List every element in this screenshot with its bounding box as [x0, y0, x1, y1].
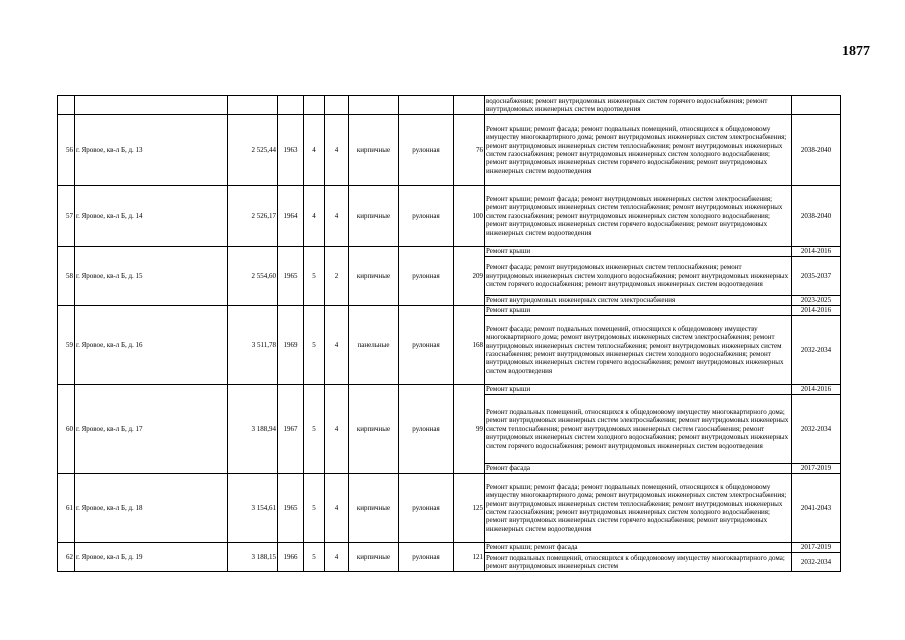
cell-num: 56 [58, 115, 75, 186]
cell-works: Ремонт крыши; ремонт фасада; ремонт внутридомовых инженерных систем электроснабжения; ремонт внутридомовых инженерных систем теплоснабжения; ремонт внутридомовых инженерных систем газоснабжения; ремонт внутридомовых инженерных систем холодного водоснабжения; ремонт внутридомовых инженерных систем горячего водоснабжения; ремонт внутридомовых инженерных систем водоотведения [485, 186, 792, 247]
cell-entrances [325, 96, 349, 115]
cell-year: 1964 [278, 186, 304, 247]
cell-period: 2032-2034 [792, 395, 841, 464]
cell-period: 2017-2019 [792, 464, 841, 474]
cell-year: 1966 [278, 543, 304, 572]
cell-roof: рулонная [399, 543, 454, 572]
cell-residents: 168 [454, 306, 485, 385]
cell-entrances: 4 [325, 186, 349, 247]
cell-address: г. Яровое, кв-л Б, д. 16 [75, 306, 228, 385]
cell-period [792, 96, 841, 115]
cell-residents: 99 [454, 385, 485, 474]
cell-period: 2023-2025 [792, 296, 841, 306]
cell-floors: 4 [304, 186, 325, 247]
table-row [58, 474, 841, 543]
cell-period: 2014-2016 [792, 247, 841, 257]
cell-address: г. Яровое, кв-л Б, д. 18 [75, 474, 228, 543]
cell-period: 2038-2040 [792, 115, 841, 186]
cell-walls: панельные [349, 306, 399, 385]
table-row [58, 385, 841, 395]
cell-works: Ремонт фасада; ремонт подвальных помещений, относящихся к общедомовому имуществу многоквартирного дома; ремонт внутридомовых инженерных систем электроснабжения; ремонт внутридомовых инженерных систем теплоснабжения; ремонт внутридомовых инженерных систем газоснабжения; ремонт внутридомовых инженерных систем холодного водоснабжения; ремонт внутридомовых инженерных систем горячего водоснабжения; ремонт внутридомовых инженерных систем водоотведения [485, 316, 792, 385]
cell-walls: кирпичные [349, 186, 399, 247]
cell-works: Ремонт крыши [485, 306, 792, 316]
cell-area: 3 154,61 [228, 474, 278, 543]
cell-num: 58 [58, 247, 75, 306]
cell-year [278, 96, 304, 115]
cell-residents: 125 [454, 474, 485, 543]
cell-address [75, 96, 228, 115]
cell-roof [399, 96, 454, 115]
cell-walls: кирпичные [349, 474, 399, 543]
cell-area [228, 96, 278, 115]
cell-entrances: 4 [325, 115, 349, 186]
cell-year: 1965 [278, 474, 304, 543]
cell-num: 57 [58, 186, 75, 247]
cell-works: Ремонт внутридомовых инженерных систем электроснабжения [485, 296, 792, 306]
cell-works: Ремонт фасада; ремонт внутридомовых инженерных систем теплоснабжения; ремонт внутридомовых инженерных систем холодного водоснабжения; ремонт внутридомовых инженерных систем горячего водоснабжения; ремонт внутридомовых инженерных систем водоотведения [485, 257, 792, 296]
cell-area: 2 554,60 [228, 247, 278, 306]
cell-entrances: 4 [325, 385, 349, 474]
cell-residents: 76 [454, 115, 485, 186]
cell-period: 2014-2016 [792, 306, 841, 316]
cell-floors [304, 96, 325, 115]
cell-area: 3 511,78 [228, 306, 278, 385]
cell-address: г. Яровое, кв-л Б, д. 17 [75, 385, 228, 474]
cell-floors: 4 [304, 115, 325, 186]
cell-roof: рулонная [399, 385, 454, 474]
cell-entrances: 4 [325, 306, 349, 385]
cell-floors: 5 [304, 247, 325, 306]
cell-year: 1967 [278, 385, 304, 474]
cell-roof: рулонная [399, 306, 454, 385]
cell-address: г. Яровое, кв-л Б, д. 19 [75, 543, 228, 572]
cell-year: 1965 [278, 247, 304, 306]
cell-period: 2014-2016 [792, 385, 841, 395]
cell-period: 2041-2043 [792, 474, 841, 543]
cell-works: Ремонт крыши; ремонт фасада; ремонт подвальных помещений, относящихся к общедомовому имуществу многоквартирного дома; ремонт внутридомовых инженерных систем электроснабжения; ремонт внутридомовых инженерных систем теплоснабжения; ремонт внутридомовых инженерных систем газоснабжения; ремонт внутридомовых инженерных систем холодного водоснабжения; ремонт внутридомовых инженерных систем горячего водоснабжения; ремонт внутридомовых инженерных систем водоотведения [485, 115, 792, 186]
continuation-row [58, 96, 841, 115]
cell-address: г. Яровое, кв-л Б, д. 13 [75, 115, 228, 186]
cell-walls: кирпичные [349, 385, 399, 474]
cell-walls: кирпичные [349, 543, 399, 572]
cell-residents [454, 96, 485, 115]
cell-num: 62 [58, 543, 75, 572]
cell-address: г. Яровое, кв-л Б, д. 14 [75, 186, 228, 247]
cell-entrances: 2 [325, 247, 349, 306]
table-row [58, 247, 841, 257]
cell-walls: кирпичные [349, 247, 399, 306]
cell-num: 59 [58, 306, 75, 385]
cell-walls: кирпичные [349, 115, 399, 186]
table-row [58, 115, 841, 186]
cell-period: 2032-2034 [792, 553, 841, 572]
cell-entrances: 4 [325, 543, 349, 572]
cell-residents: 100 [454, 186, 485, 247]
cell-works: Ремонт фасада [485, 464, 792, 474]
table-row [58, 186, 841, 247]
cell-period: 2032-2034 [792, 316, 841, 385]
cell-entrances: 4 [325, 474, 349, 543]
cell-walls [349, 96, 399, 115]
cell-works: Ремонт крыши [485, 247, 792, 257]
cell-year: 1963 [278, 115, 304, 186]
cell-period: 2038-2040 [792, 186, 841, 247]
table-row [58, 543, 841, 553]
cell-floors: 5 [304, 306, 325, 385]
page-number: 1877 [842, 44, 870, 59]
cell-works: Ремонт подвальных помещений, относящихся к общедомовому имуществу многоквартирного дома; ремонт внутридомовых инженерных систем [485, 553, 792, 572]
cell-works: Ремонт крыши; ремонт фасада [485, 543, 792, 553]
cell-works: водоснабжения; ремонт внутридомовых инженерных систем горячего водоснабжения; ремонт внутридомовых инженерных систем водоотведения [485, 96, 792, 115]
cell-residents: 209 [454, 247, 485, 306]
cell-floors: 5 [304, 474, 325, 543]
cell-period: 2017-2019 [792, 543, 841, 553]
cell-roof: рулонная [399, 247, 454, 306]
cell-roof: рулонная [399, 186, 454, 247]
cell-num: 61 [58, 474, 75, 543]
cell-works: Ремонт крыши [485, 385, 792, 395]
cell-area: 3 188,15 [228, 543, 278, 572]
repair-program-table [57, 95, 841, 572]
cell-num [58, 96, 75, 115]
cell-floors: 5 [304, 385, 325, 474]
cell-works: Ремонт подвальных помещений, относящихся к общедомовому имуществу многоквартирного дома; ремонт внутридомовых инженерных систем электроснабжения; ремонт внутридомовых инженерных систем теплоснабжения; ремонт внутридомовых инженерных систем газоснабжения; ремонт внутридомовых инженерных систем холодного водоснабжения; ремонт внутридомовых инженерных систем горячего водоснабжения; ремонт внутридомовых инженерных систем водоотведения [485, 395, 792, 464]
cell-area: 2 526,17 [228, 186, 278, 247]
cell-roof: рулонная [399, 115, 454, 186]
cell-area: 3 188,94 [228, 385, 278, 474]
cell-floors: 5 [304, 543, 325, 572]
cell-works: Ремонт крыши; ремонт фасада; ремонт подвальных помещений, относящихся к общедомовому имуществу многоквартирного дома; ремонт внутридомовых инженерных систем электроснабжения; ремонт внутридомовых инженерных систем теплоснабжения; ремонт внутридомовых инженерных систем газоснабжения; ремонт внутридомовых инженерных систем холодного водоснабжения; ремонт внутридомовых инженерных систем горячего водоснабжения; ремонт внутридомовых инженерных систем водоотведения [485, 474, 792, 543]
cell-num: 60 [58, 385, 75, 474]
cell-year: 1969 [278, 306, 304, 385]
cell-period: 2035-2037 [792, 257, 841, 296]
cell-address: г. Яровое, кв-л Б, д. 15 [75, 247, 228, 306]
cell-residents: 121 [454, 543, 485, 572]
table-row [58, 306, 841, 316]
cell-roof: рулонная [399, 474, 454, 543]
cell-area: 2 525,44 [228, 115, 278, 186]
table-body [58, 96, 841, 572]
